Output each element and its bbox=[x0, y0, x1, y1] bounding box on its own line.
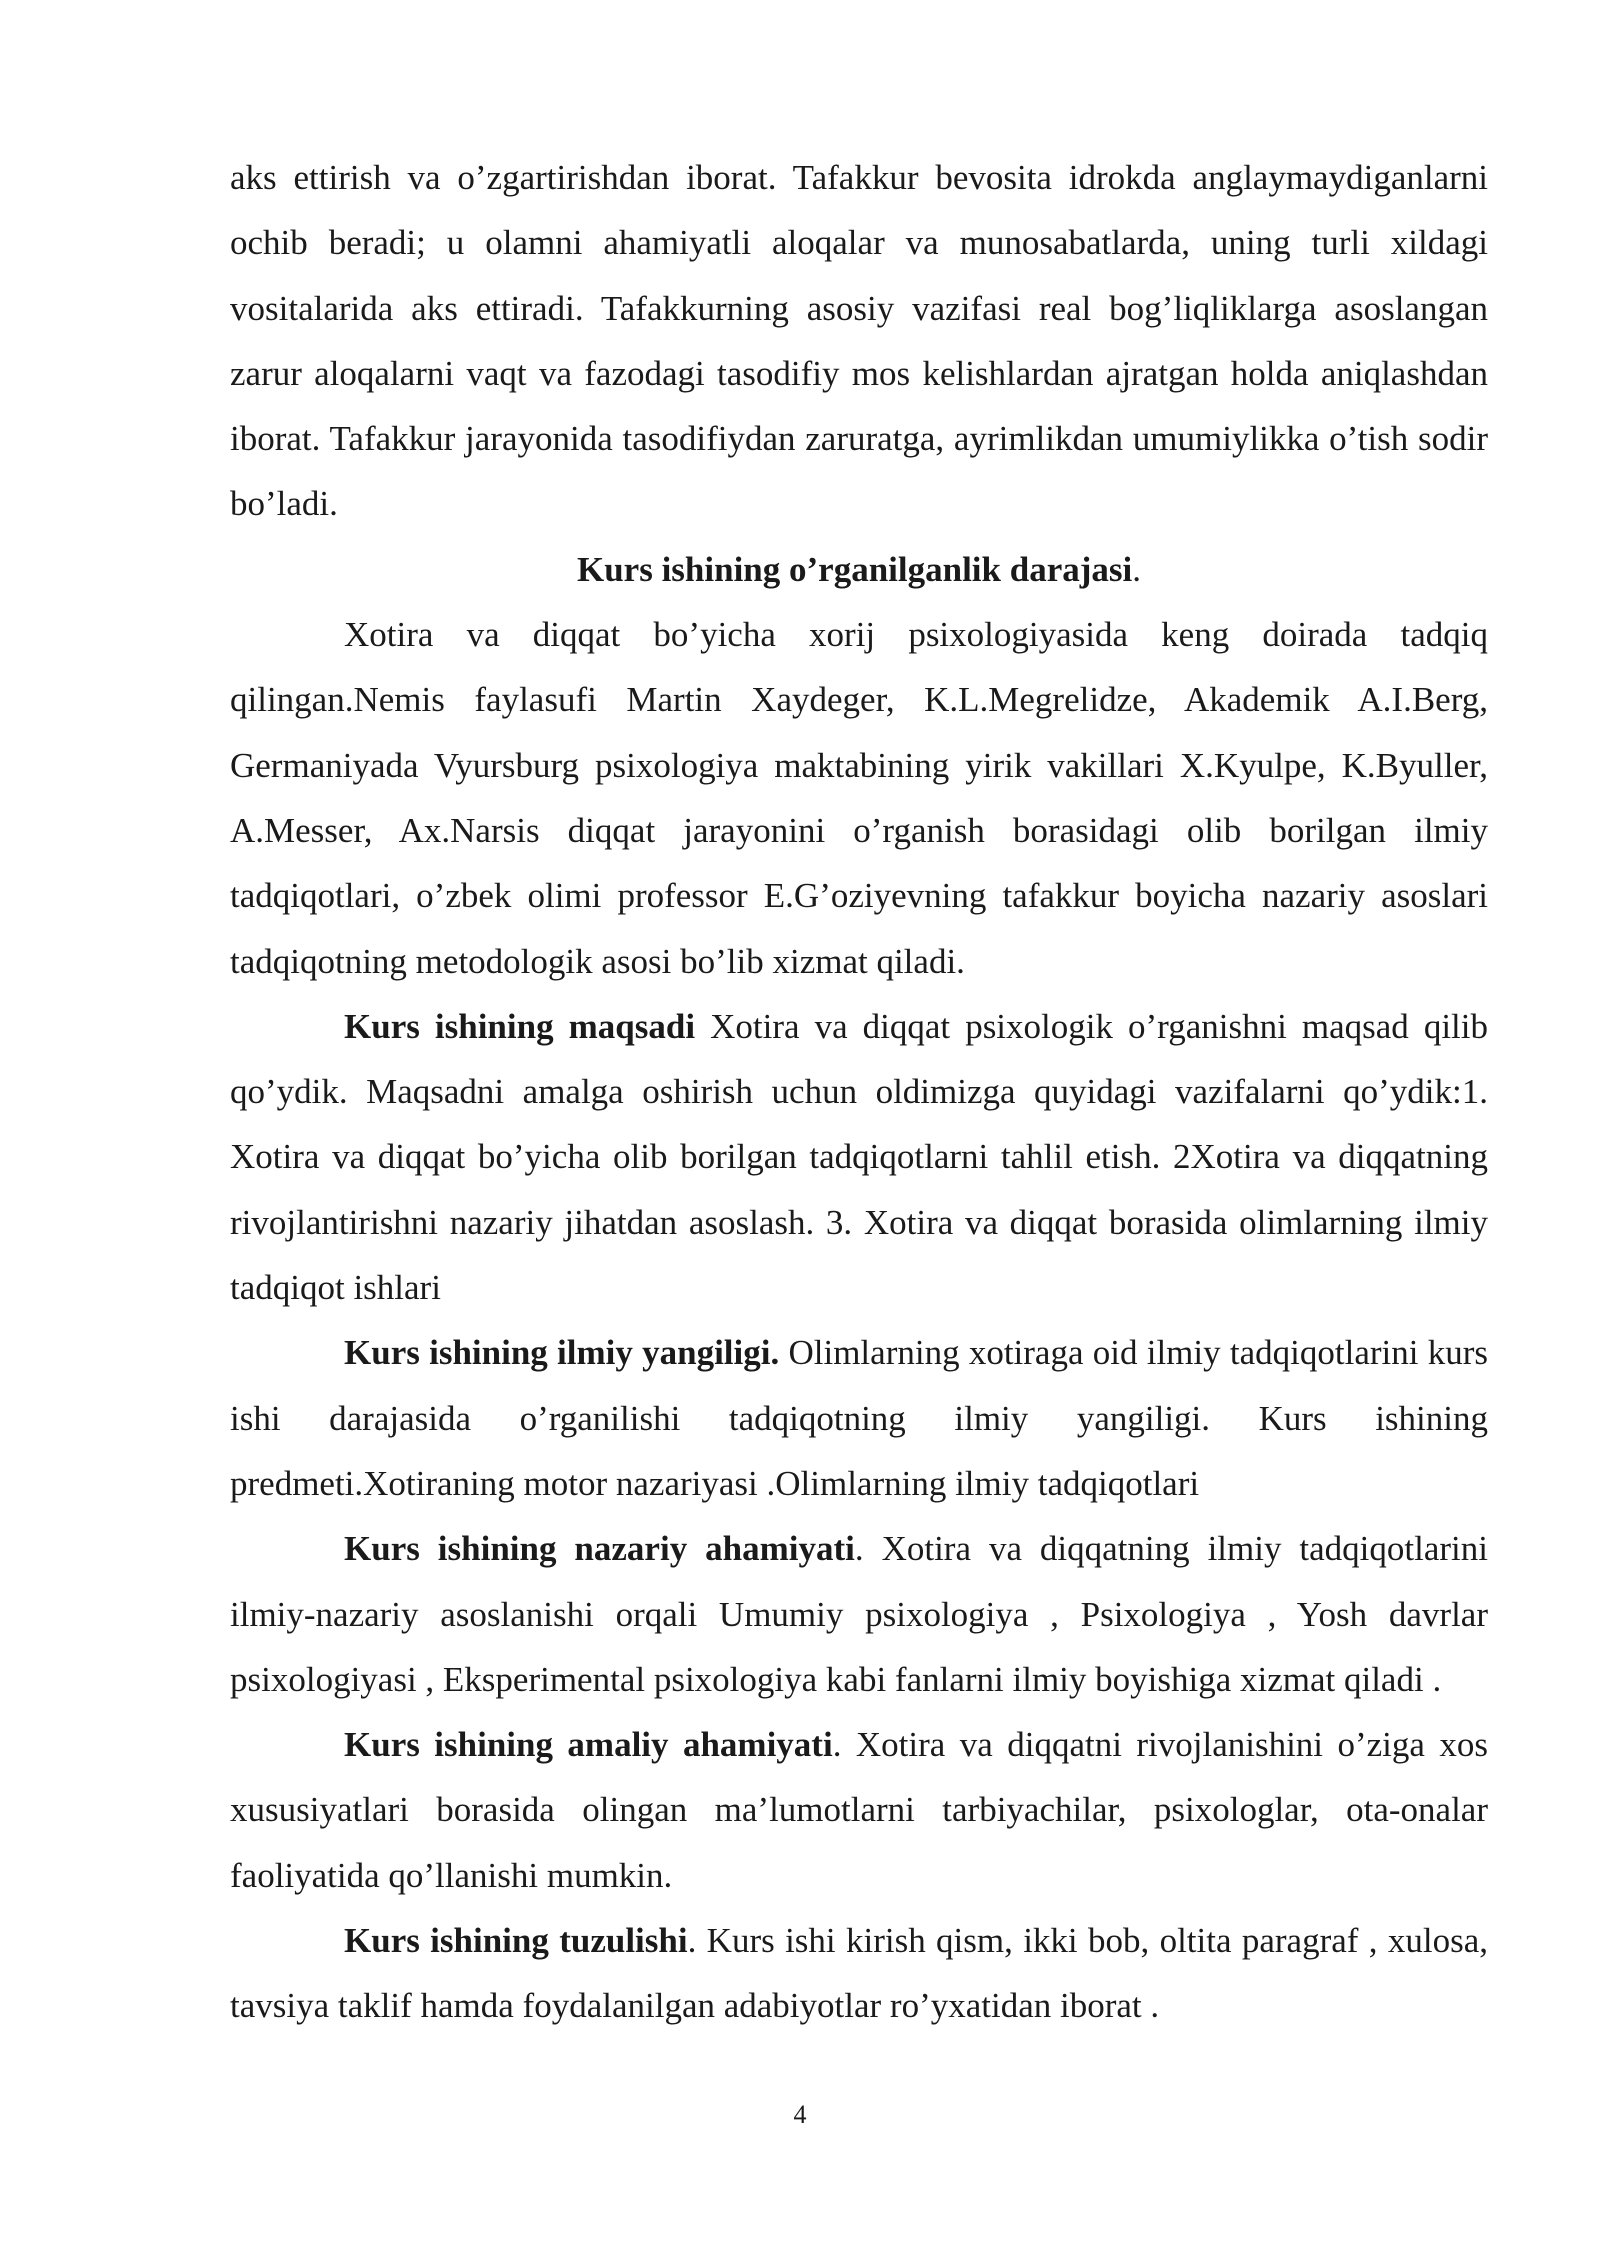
theory-text: . Xotira va diqqatning ilmiy tadqiqotlarini ilmiy-nazariy asoslanishi orqali Umumiy psixologiya , Psixologiya , Yosh davrlar psixologiyasi , Eksperimental psixologiya kabi fanlarni ilmiy boyishiga xizmat qiladi . bbox=[230, 1529, 1488, 1699]
structure-label: Kurs ishining tuzulishi bbox=[344, 1921, 688, 1961]
structure-text: . Kurs ishi kirish qism, ikki bob, oltita paragraf , xulosa, tavsiya taklif hamda foydalanilgan adabiyotlar ro’yxatidan iborat . bbox=[230, 1921, 1488, 2026]
theory-label: Kurs ishining nazariy ahamiyati bbox=[344, 1529, 855, 1569]
page-body bbox=[230, 145, 1488, 2039]
paragraph-studied-level: Xotira va diqqat bo’yicha xorij psixologiyasida keng doirada tadqiq qilingan.Nemis faylasufi Martin Xaydeger, K.L.Megrelidze, Akademik A.I.Berg, Germaniyada Vyursburg psixologiya maktabining yirik vakillari X.Kyulpe, K.Byuller, A.Messer, Ax.Narsis diqqat jarayonini o’rganish borasidagi olib borilgan ilmiy tadqiqotlari, o’zbek olimi professor E.G’oziyevning tafakkur boyicha nazariy asoslari tadqiqotning metodologik asosi bo’lib xizmat qiladi. bbox=[230, 615, 1488, 981]
page-number: 4 bbox=[793, 2100, 807, 2129]
practical-text: . Xotira va diqqatni rivojlanishini o’ziga xos xususiyatlari borasida olingan ma’lumotlarni tarbiyachilar, psixologlar, ota-onalar faoliyatida qo’llanishi mumkin. bbox=[230, 1725, 1488, 1895]
goal-label: Kurs ishining maqsadi bbox=[344, 1006, 696, 1046]
paragraph-theoretical-significance bbox=[230, 1516, 1488, 1712]
paragraph-novelty bbox=[230, 1320, 1488, 1516]
heading-studied-level-period: . bbox=[1132, 549, 1142, 589]
paragraph-structure bbox=[230, 1908, 1488, 2039]
goal-text: Xotira va diqqat psixologik o’rganishni maqsad qilib qo’ydik. Maqsadni amalga oshirish uchun oldimizga quyidagi vazifalarni qo’ydik:1. Xotira va diqqat bo’yicha olib borilgan tadqiqotlarni tahlil etish. 2Xotira va diqqatning rivojlantirishni nazariy jihatdan asoslash. 3. Xotira va diqqat borasida olimlarning ilmiy tadqiqot ishlari bbox=[230, 1006, 1488, 1308]
section-heading-studied-level bbox=[230, 537, 1488, 602]
practical-label: Kurs ishining amaliy ahamiyati bbox=[344, 1725, 833, 1765]
heading-studied-level-label: Kurs ishining o’rganilganlik darajasi bbox=[576, 549, 1133, 589]
paragraph-practical-significance bbox=[230, 1712, 1488, 1908]
novelty-label: Kurs ishining ilmiy yangiligi. bbox=[344, 1333, 780, 1373]
paragraph-intro: aks ettirish va o’zgartirishdan iborat. Tafakkur bevosita idrokda anglaymaydiganlarni ochib beradi; u olamni ahamiyatli aloqalar va munosabatlarda, uning turli xildagi vositalarida aks ettiradi. Tafakkurning asosiy vazifasi real bog’liqliklarga asoslangan zarur aloqalarni vaqt va fazodagi tasodifiy mos kelishlardan ajratgan holda aniqlashdan iborat. Tafakkur jarayonida tasodifiydan zaruratga, ayrimlikdan umumiylikka o’tish sodir bo’ladi. bbox=[230, 158, 1488, 524]
novelty-text: Olimlarning xotiraga oid ilmiy tadqiqotlarini kurs ishi darajasida o’rganilishi tadqiqotning ilmiy yangiligi. Kurs ishining predmeti.Xotiraning motor nazariyasi .Olimlarning ilmiy tadqiqotlari bbox=[230, 1333, 1488, 1503]
paragraph-goal bbox=[230, 994, 1488, 1320]
